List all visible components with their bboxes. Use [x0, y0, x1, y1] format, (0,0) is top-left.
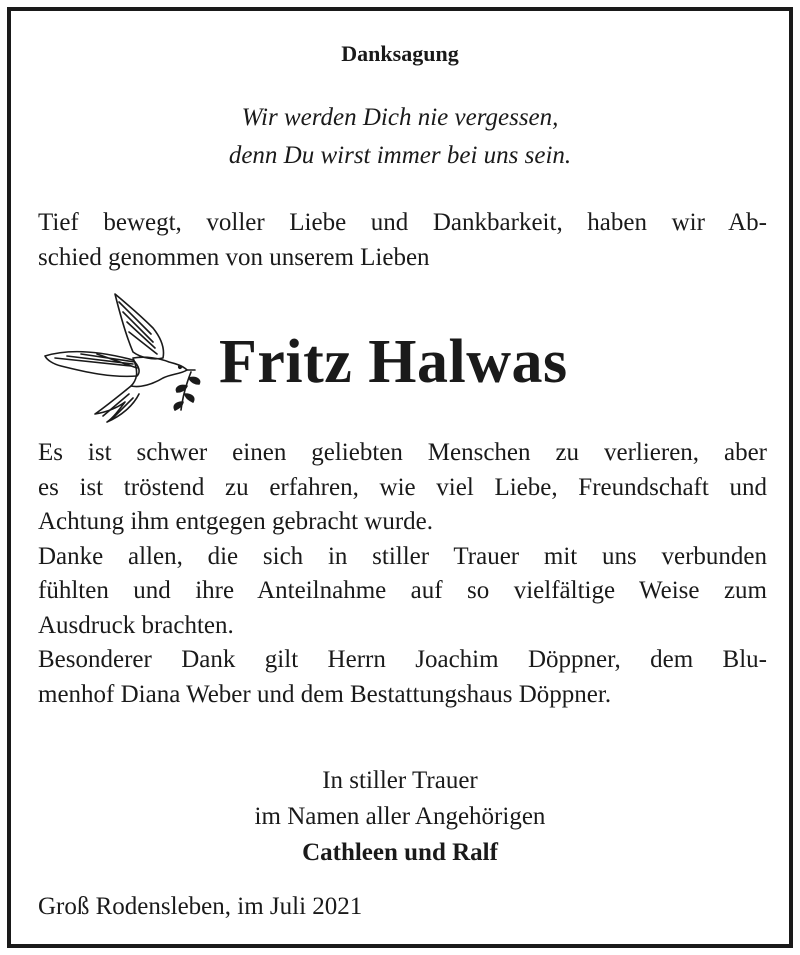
- intro-line: schied genommen von unserem Lieben: [38, 243, 430, 271]
- verse-line: denn Du wirst immer bei uns sein.: [228, 142, 572, 169]
- heading: Danksagung: [341, 41, 459, 66]
- signature-block: [11, 763, 789, 871]
- signature-line: In stiller Trauer: [322, 767, 478, 794]
- body-line: Besonderer Dank gilt Herrn Joachim Döppner, dem Blu-: [38, 646, 767, 673]
- obituary-frame: [7, 7, 793, 948]
- dove-icon: [41, 286, 211, 426]
- body-paragraph: [38, 436, 767, 712]
- deceased-name: Fritz Halwas: [219, 328, 568, 396]
- body-line: fühlten und ihre Anteilnahme auf so vielfältige Weise zum: [38, 577, 767, 604]
- intro-paragraph: [38, 206, 767, 275]
- intro-line: Tief bewegt, voller Liebe und Dankbarkeit, haben wir Ab-: [38, 209, 767, 236]
- body-line: menhof Diana Weber und dem Bestattungshaus Döppner.: [38, 680, 612, 708]
- body-line: es ist tröstend zu erfahren, wie viel Liebe, Freundschaft und: [38, 473, 767, 501]
- verse: [11, 99, 789, 175]
- place-date: Groß Rodensleben, im Juli 2021: [38, 893, 363, 920]
- signature-line: im Namen aller Angehörigen: [254, 803, 546, 830]
- body-line: Es ist schwer einen geliebten Menschen zu verlieren, aber: [38, 439, 767, 466]
- signature-names: Cathleen und Ralf: [302, 839, 498, 866]
- verse-line: Wir werden Dich nie vergessen,: [241, 104, 559, 131]
- body-line: Danke allen, die sich in stiller Trauer mit uns verbunden: [38, 542, 767, 570]
- body-line: Ausdruck brachten.: [38, 611, 234, 639]
- body-line: Achtung ihm entgegen gebracht wurde.: [38, 508, 434, 535]
